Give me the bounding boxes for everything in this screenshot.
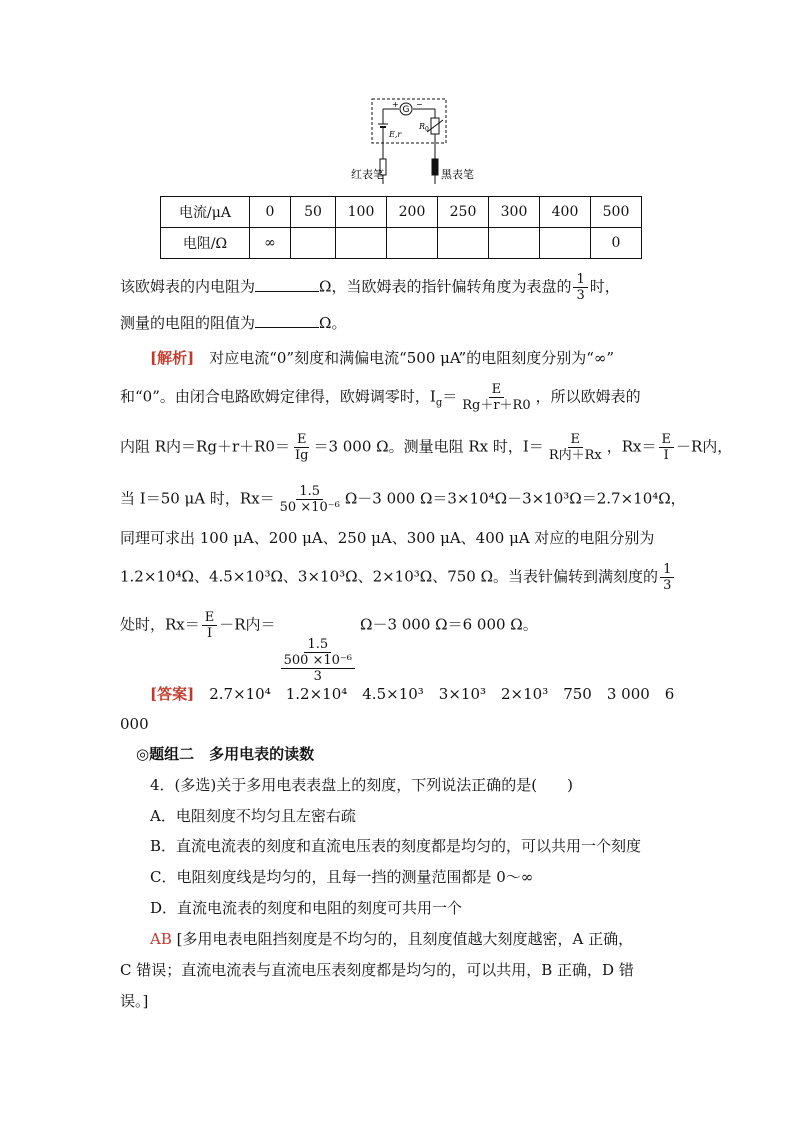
analysis-line-6: 1.2×10⁴Ω、4.5×10³Ω、3×10³Ω、2×10³Ω、750 Ω。当表针偏转到满刻度的 $\frac{1}{3}$ (120, 562, 676, 593)
q4-option-a: A．电阻刻度不均匀且左密右疏 (150, 807, 356, 825)
red-probe-label: 红表笔 (351, 168, 384, 181)
svg-text:−: − (416, 100, 423, 109)
q4-option-b: B．直流电流表的刻度和直流电压表的刻度都是均匀的，可以共用一个刻度 (150, 837, 642, 855)
q4-option-c: C．电阻刻度线是均匀的，且每一挡的测量范围都是 0～∞ (150, 868, 534, 886)
current-resistance-table (160, 196, 642, 259)
galvanometer-label: G (402, 105, 410, 115)
group-title: ◎题组二 多用电表的读数 (136, 745, 315, 763)
analysis-line-1: [解析] 对应电流“0”刻度和满偏电流“500 μA”的电阻刻度分别为“∞” (150, 349, 615, 367)
table-row: 电阻/Ω ∞ 0 (161, 228, 642, 259)
question-line-2: 测量的电阻的阻值为 Ω。 (120, 314, 347, 332)
analysis-line-7: 处时，Rx＝ $\frac{E}{I}$ －R内＝ 1.5 500 ×10⁻⁶ 3 Ω－3 000 Ω＝6 000 Ω。 (120, 610, 538, 684)
q4-answer-tag: AB (150, 930, 172, 948)
analysis-line-5: 同理可求出 100 μA、200 μA、250 μA、300 μA、400 μA 对应的电阻分别为 (120, 529, 655, 547)
black-probe-icon (432, 159, 438, 175)
analysis-line-2: 和“0”。由闭合电路欧姆定律得，欧姆调零时，$I_g=$ $\frac{E}{Rg+r+R0}$ ，所以欧姆表的 (120, 382, 641, 413)
question-line-1: 该欧姆表的内电阻为 Ω，当欧姆表的指针偏转角度为表盘的 $\frac{1}{3}$ 时， (120, 272, 620, 303)
analysis-tag: [解析] (150, 349, 195, 367)
table-row: 电流/μA 0 50 100 200 250 300 400 500 (161, 197, 642, 228)
answer-line-1: [答案] 2.7×10⁴ 1.2×10⁴ 4.5×10³ 3×10³ 2×10³ 750 3 000 6 (150, 685, 675, 703)
svg-text:R: R (419, 122, 426, 131)
analysis-line-3: 内阻 R内＝Rg＋r＋R0＝ $\frac{E}{Ig}$ ＝3 000 Ω。测量电阻 Rx 时，I＝ $\frac{E}{\text{R内＋Rx}}$ ，Rx＝ $\frac{E}{I}$ －R内， (120, 432, 733, 463)
q4-answer-line-3: 误。] (120, 992, 149, 1010)
svg-text:0: 0 (425, 126, 429, 133)
circuit-diagram (345, 96, 475, 188)
source-label: E,r (389, 130, 402, 139)
answer-line-2: 000 (120, 715, 149, 733)
analysis-line-4: 当 I＝50 μA 时，Rx＝ $\frac{1.5}{\text{50 ×10⁻⁶}}$ Ω－3 000 Ω＝3×10⁴Ω－3×10³Ω＝2.7×10⁴Ω， (120, 484, 686, 515)
q4-option-d: D．直流电流表的刻度和电阻的刻度可共用一个 (150, 899, 463, 917)
answer-tag: [答案] (150, 685, 195, 703)
q4-answer-line-2: C 错误；直流电流表与直流电压表刻度都是均匀的，可以共用，B 正确，D 错 (120, 961, 634, 979)
q4-stem: 4．(多选)关于多用电表表盘上的刻度，下列说法正确的是( ) (150, 776, 573, 794)
black-probe-label: 黑表笔 (441, 168, 474, 181)
svg-text:+: + (392, 100, 399, 109)
q4-answer-line-1: AB [多用电表电阻挡刻度是不均匀的，且刻度值越大刻度越密，A 正确， (150, 930, 634, 948)
